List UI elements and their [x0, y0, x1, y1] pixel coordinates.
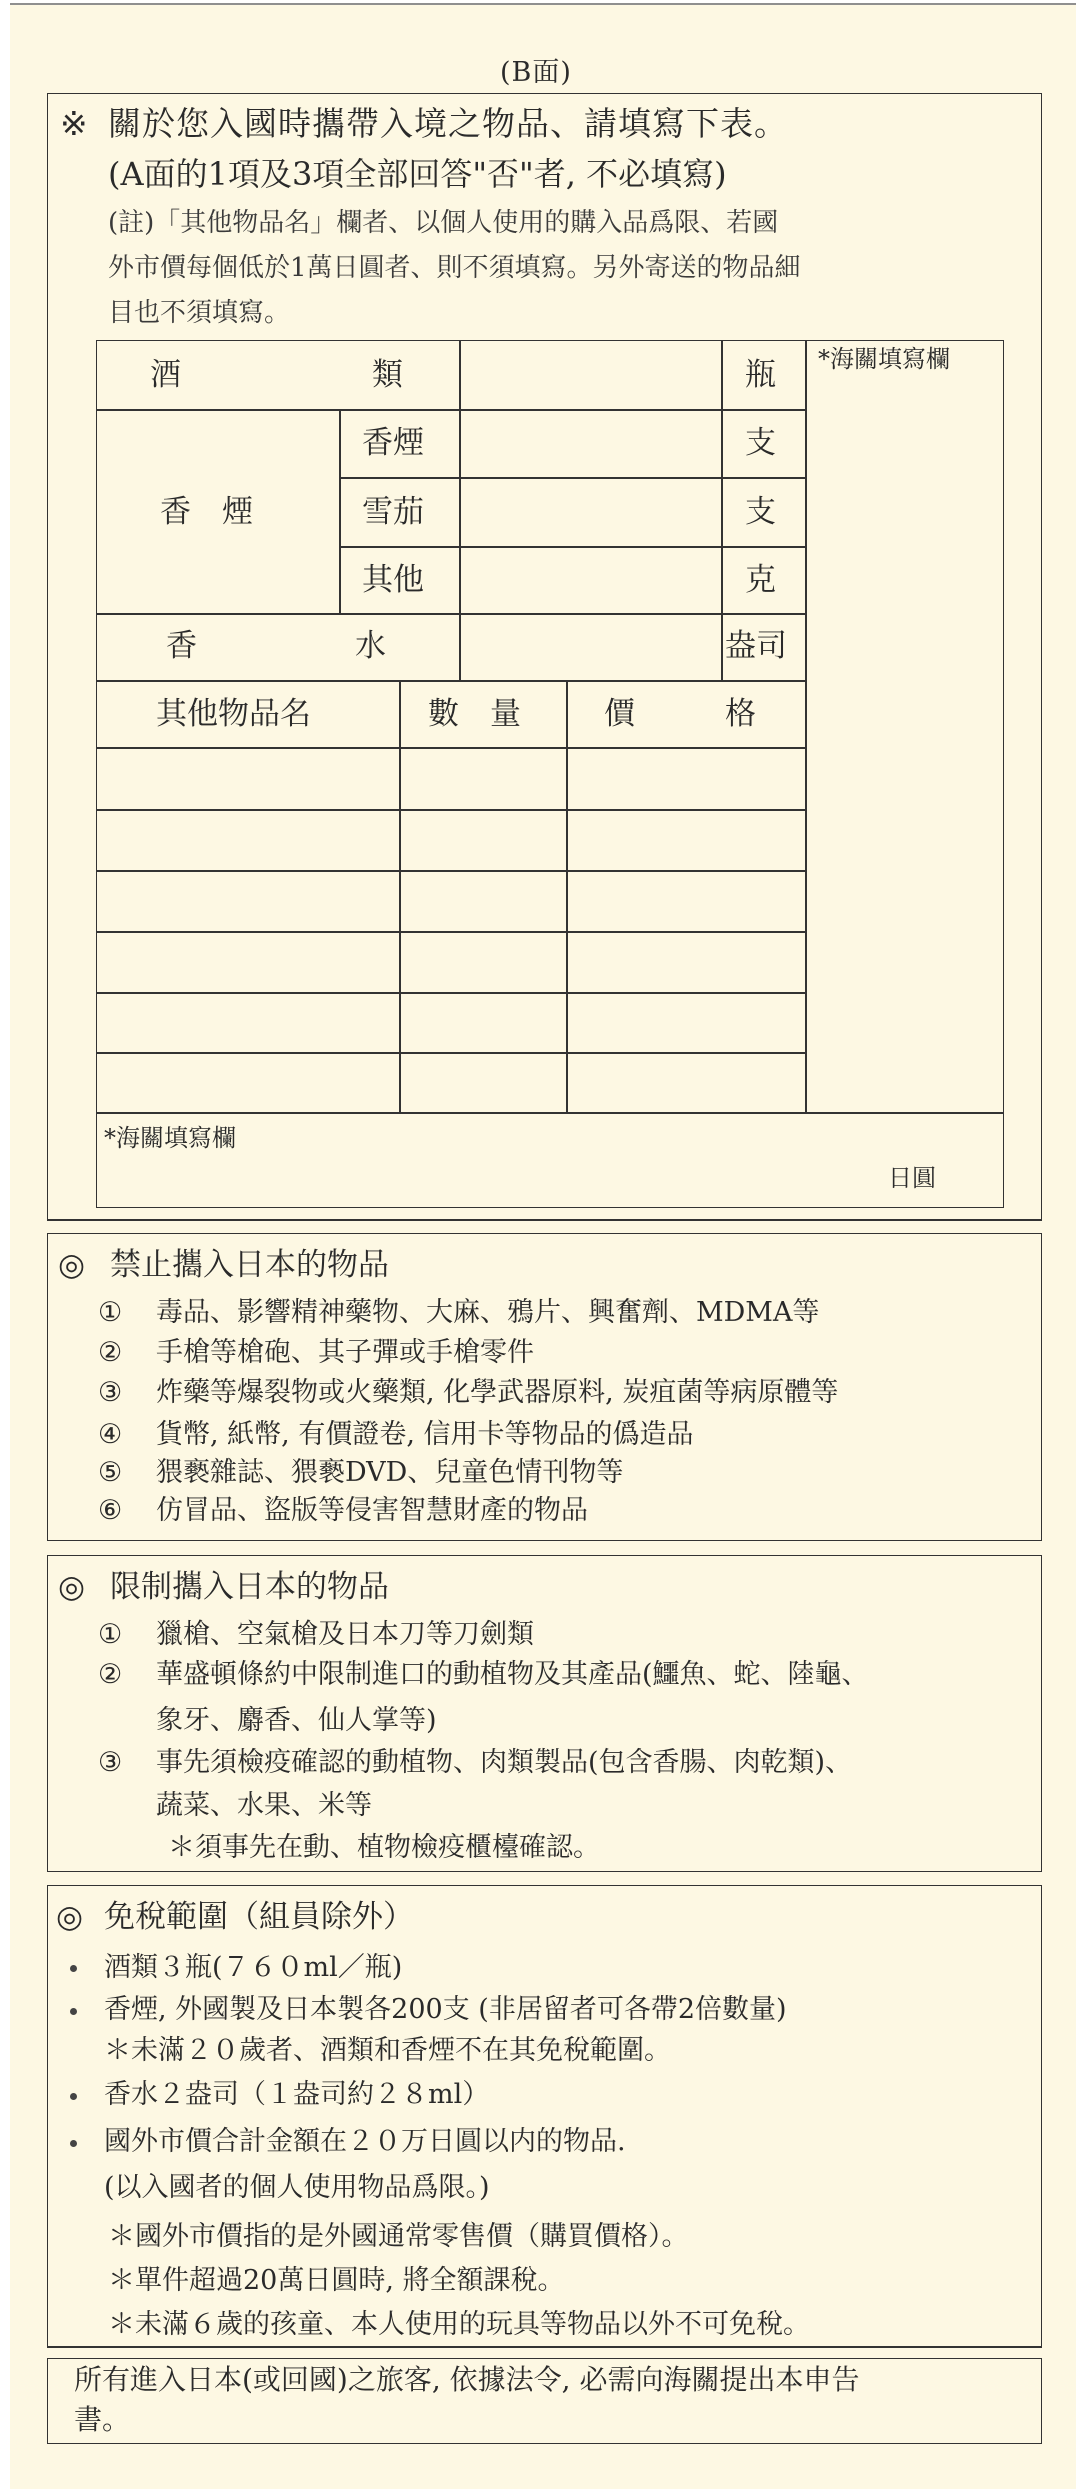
- item-text: 事先須檢疫確認的動植物、肉類製品(包含香腸、肉乾類)、: [156, 1747, 853, 1778]
- declaration-note-line-3: 目也不須填寫。: [108, 298, 291, 328]
- row-divider: [96, 931, 806, 933]
- item-text: 貨幣, 紙幣, 有價證卷, 信用卡等物品的僞造品: [156, 1419, 694, 1450]
- row-divider: [96, 409, 806, 411]
- other-item-quantity-input[interactable]: [402, 934, 563, 990]
- other-items-header-quantity: 數 量: [428, 696, 521, 732]
- other-item-name-input[interactable]: [99, 934, 396, 990]
- row-divider: [96, 613, 806, 615]
- dutyfree-line: ＊國外市價指的是外國通常零售價（購買價格）。: [108, 2221, 689, 2252]
- item-text: 華盛頓條約中限制進口的動植物及其產品(鱷魚、蛇、陸龜、: [156, 1659, 869, 1690]
- other-items-header-name: 其他物品名: [156, 696, 311, 732]
- dutyfree-line: 國外市價合計金額在２０万日圓以内的物品.: [104, 2126, 626, 2157]
- liquor-unit: 瓶: [745, 357, 776, 393]
- item-marker: ②: [98, 1337, 123, 1368]
- declaration-note-line-2: 外市價每個低於1萬日圓者、則不須填寫。另外寄送的物品細: [108, 253, 801, 283]
- perfume-label-b: 水: [355, 628, 386, 664]
- col-divider: [339, 409, 341, 613]
- cigarettes-value-input[interactable]: [462, 413, 718, 473]
- perfume-label-a: 香: [166, 628, 197, 664]
- declaration-heading-symbol: ※: [60, 104, 88, 143]
- row-divider: [96, 870, 806, 872]
- item-text: 炸藥等爆裂物或火藥類, 化學武器原料, 炭疽菌等病原體等: [156, 1377, 839, 1408]
- col-divider: [566, 680, 568, 1113]
- restricted-item-continuation: 象牙、麝香、仙人掌等): [156, 1705, 437, 1736]
- restricted-item-continuation: 蔬菜、水果、米等: [156, 1790, 372, 1821]
- other-item-name-input[interactable]: [99, 750, 396, 806]
- item-text: 仿冒品、盜版等侵害智慧財產的物品: [156, 1495, 588, 1526]
- other-tobacco-label: 其他: [362, 562, 424, 598]
- prohibited-heading-symbol: ◎: [58, 1247, 86, 1283]
- item-text: 毒品、影響精神藥物、大麻、鴉片、興奮劑、MDMA等: [156, 1297, 820, 1328]
- liquor-label-a: 酒: [150, 357, 181, 393]
- other-item-name-input[interactable]: [99, 812, 396, 868]
- other-item-quantity-input[interactable]: [402, 995, 563, 1050]
- dutyfree-line: 香水２盎司（１盎司約２８ml）: [104, 2079, 490, 2110]
- other-item-price-input[interactable]: [569, 750, 803, 806]
- bullet-icon: [70, 1965, 77, 1972]
- declaration-subheading: (A面的1項及3項全部回答"否"者, 不必填寫): [108, 155, 727, 193]
- dutyfree-line: ＊單件超過20萬日圓時, 將全額課稅。: [108, 2265, 565, 2296]
- footer-line-1: 所有進入日本(或回國)之旅客, 依據法令, 必需向海關提出本申告: [74, 2363, 860, 2396]
- bullet-icon: [70, 2140, 77, 2147]
- restricted-heading: 限制攜入日本的物品: [110, 1569, 389, 1605]
- customs-footer-unit: 日圓: [888, 1164, 936, 1192]
- other-items-header-price-b: 格: [725, 696, 756, 732]
- dutyfree-line: 酒類３瓶(７６０ml／瓶): [104, 1952, 403, 1983]
- customs-footer-label: *海關填寫欄: [104, 1124, 236, 1152]
- row-divider: [96, 680, 806, 682]
- row-divider: [96, 747, 806, 749]
- prohibited-item: [98, 1378, 838, 1408]
- item-marker: ③: [98, 1377, 123, 1408]
- other-item-name-input[interactable]: [99, 995, 396, 1050]
- other-item-name-input[interactable]: [99, 1055, 396, 1110]
- other-item-quantity-input[interactable]: [402, 812, 563, 868]
- tobacco-group-label: 香 煙: [160, 494, 253, 530]
- other-item-price-input[interactable]: [569, 812, 803, 868]
- bullet-icon: [70, 2093, 77, 2100]
- item-marker: ⑤: [98, 1457, 123, 1488]
- row-divider: [339, 546, 806, 548]
- col-divider: [459, 340, 461, 680]
- dutyfree-heading-symbol: ◎: [56, 1899, 84, 1935]
- declaration-heading: 關於您入國時攜帶入境之物品、請填寫下表。: [108, 104, 788, 143]
- item-text: 獵槍、空氣槍及日本刀等刀劍類: [156, 1619, 534, 1650]
- other-item-price-input[interactable]: [569, 934, 803, 990]
- item-text: 猥褻雜誌、猥褻DVD、兒童色情刊物等: [156, 1457, 624, 1488]
- other-item-quantity-input[interactable]: [402, 1055, 563, 1110]
- cigars-label: 雪茄: [362, 494, 424, 530]
- dutyfree-heading: 免稅範圍（組員除外）: [104, 1899, 414, 1935]
- liquor-value-input[interactable]: [462, 345, 718, 405]
- row-divider: [339, 477, 806, 479]
- prohibited-item: [98, 1420, 694, 1450]
- other-item-quantity-input[interactable]: [402, 750, 563, 806]
- restricted-item: [98, 1660, 869, 1690]
- dutyfree-line: ＊未滿２０歲者、酒類和香煙不在其免稅範圍。: [104, 2035, 671, 2066]
- prohibited-item: [98, 1458, 623, 1488]
- prohibited-item: [98, 1496, 588, 1526]
- restricted-heading-symbol: ◎: [58, 1569, 86, 1605]
- other-item-price-input[interactable]: [569, 873, 803, 929]
- cigarettes-unit: 支: [745, 425, 776, 461]
- item-marker: ④: [98, 1419, 123, 1450]
- side-label: (B面): [500, 57, 572, 88]
- cigarettes-label: 香煙: [362, 425, 424, 461]
- restricted-note: ＊須事先在動、植物檢疫櫃檯確認。: [168, 1832, 600, 1863]
- other-item-price-input[interactable]: [569, 995, 803, 1050]
- liquor-label-b: 類: [372, 357, 403, 393]
- other-item-quantity-input[interactable]: [402, 873, 563, 929]
- other-items-header-price-a: 價: [604, 696, 635, 732]
- cigars-unit: 支: [745, 494, 776, 530]
- prohibited-item: [98, 1298, 819, 1328]
- item-marker: ③: [98, 1747, 123, 1778]
- perfume-unit: 盎司: [725, 628, 787, 664]
- prohibited-heading: 禁止攜入日本的物品: [110, 1247, 389, 1283]
- col-divider: [399, 680, 401, 1113]
- other-item-name-input[interactable]: [99, 873, 396, 929]
- restricted-item: [98, 1748, 852, 1778]
- dutyfree-line: (以入國者的個人使用物品爲限。): [104, 2172, 490, 2203]
- other-tobacco-value-input[interactable]: [462, 550, 718, 610]
- other-item-price-input[interactable]: [569, 1055, 803, 1110]
- item-marker: ⑥: [98, 1495, 123, 1526]
- prohibited-item: [98, 1338, 534, 1368]
- restricted-item: [98, 1620, 534, 1650]
- footer-line-2: 書。: [74, 2403, 131, 2436]
- item-marker: ①: [98, 1619, 123, 1650]
- perfume-value-input[interactable]: [462, 617, 718, 677]
- customs-column-label: *海關填寫欄: [818, 345, 950, 373]
- dutyfree-line: 香煙, 外國製及日本製各200支 (非居留者可各帶2倍數量): [104, 1994, 787, 2025]
- dutyfree-line: ＊未滿６歲的孩童、本人使用的玩具等物品以外不可免稅。: [108, 2309, 810, 2340]
- item-text: 手槍等槍砲、其子彈或手槍零件: [156, 1337, 534, 1368]
- bullet-icon: [70, 2008, 77, 2015]
- cigars-value-input[interactable]: [462, 481, 718, 541]
- row-divider: [96, 1052, 806, 1054]
- item-marker: ②: [98, 1659, 123, 1690]
- row-divider: [96, 992, 806, 994]
- customs-footer-divider: [96, 1112, 1004, 1114]
- col-divider: [721, 340, 723, 680]
- row-divider: [96, 809, 806, 811]
- declaration-note-line-1: (註)「其他物品名」欄者、以個人使用的購入品爲限、若國: [108, 208, 779, 238]
- other-tobacco-unit: 克: [745, 562, 776, 598]
- customs-column-divider: [805, 340, 807, 1113]
- item-marker: ①: [98, 1297, 123, 1328]
